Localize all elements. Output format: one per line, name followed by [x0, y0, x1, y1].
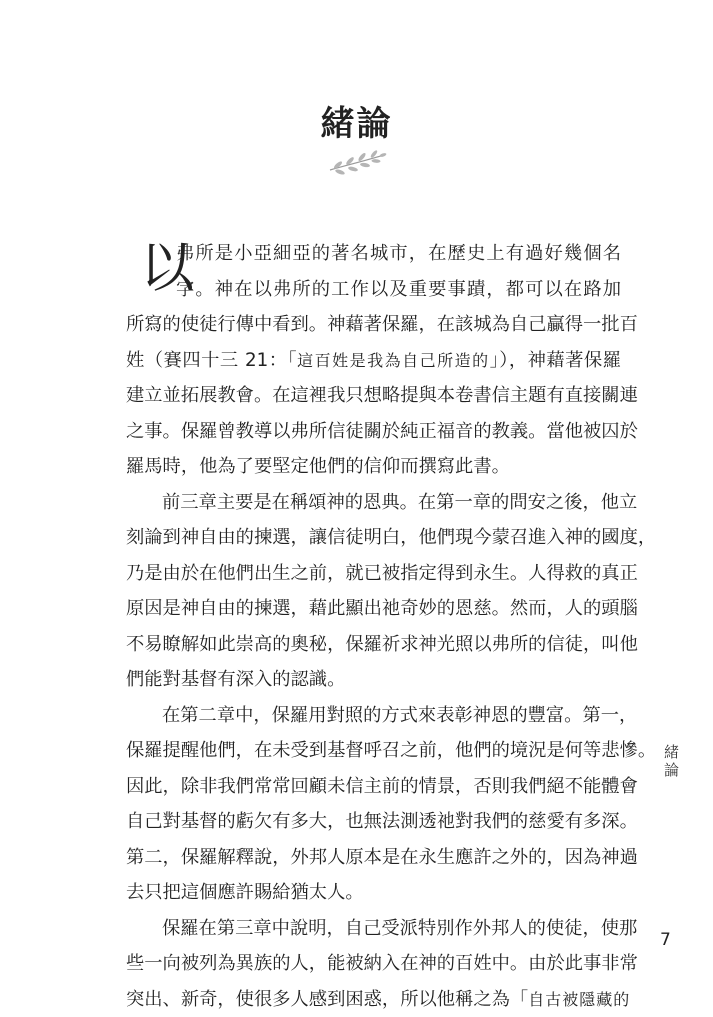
text-line: 保羅提醒他們，在未受到基督呼召之前，他們的境況是何等悲慘。 [126, 733, 621, 769]
text-line: 些一向被列為異族的人，能被納入在神的百姓中。由於此事非常 [126, 946, 621, 982]
scripture-quote: 這百姓是我為自己所造的 [297, 351, 489, 370]
text-segment: 突出、新奇，使很多人感到困惑，所以他稱之為「 [126, 989, 528, 1010]
text-line: 因此，除非我們常常回顧未信主前的情景，否則我們絕不能體會 [126, 769, 621, 805]
scripture-quote: 自古被隱藏的 [528, 990, 630, 1009]
text-line [126, 982, 621, 1017]
text-line: 弗所是小亞細亞的著名城市，在歷史上有過好幾個名 [126, 236, 621, 272]
paragraph-3 [126, 698, 621, 911]
text-line: 去只把這個應許賜給猶太人。 [126, 875, 621, 911]
text-line: 原因是神自由的揀選，藉此顯出祂奇妙的恩慈。然而，人的頭腦 [126, 591, 621, 627]
page-title: 緒論 [0, 96, 713, 145]
text-line: 保羅在第三章中說明，自己受派特別作外邦人的使徒，使那 [126, 911, 621, 947]
body-text [126, 236, 621, 1017]
text-line: 自己對基督的虧欠有多大，也無法測透祂對我們的慈愛有多深。 [126, 804, 621, 840]
text-line [126, 343, 621, 379]
text-line: 不易瞭解如此崇高的奧秘，保羅祈求神光照以弗所的信徒，叫他 [126, 627, 621, 663]
text-line: 所寫的使徒行傳中看到。神藉著保羅，在該城為自己贏得一批百 [126, 307, 621, 343]
text-line: 刻論到神自由的揀選，讓信徒明白，他們現今蒙召進入神的國度， [126, 520, 621, 556]
text-line: 在第二章中，保羅用對照的方式來表彰神恩的豐富。第一， [126, 698, 621, 734]
paragraph-1 [126, 236, 621, 485]
text-segment: 」），神藉著保羅 [490, 350, 621, 371]
text-line: 們能對基督有深入的認識。 [126, 662, 621, 698]
page-number: 7 [660, 930, 671, 950]
text-line: 前三章主要是在稱頌神的恩典。在第一章的問安之後，他立 [126, 485, 621, 521]
paragraph-2 [126, 485, 621, 698]
text-line: 羅馬時，他為了要堅定他們的信仰而撰寫此書。 [126, 449, 621, 485]
paragraph-4 [126, 911, 621, 1017]
text-line: 之事。保羅曾教導以弗所信徒關於純正福音的教義。當他被囚於 [126, 414, 621, 450]
text-segment: 姓（賽四十三 21：「 [126, 350, 297, 371]
text-line: 乃是由於在他們出生之前，就已被指定得到永生。人得救的真正 [126, 556, 621, 592]
text-line: 建立並拓展教會。在這裡我只想略提與本卷書信主題有直接關連 [126, 378, 621, 414]
text-line: 第二，保羅解釋說，外邦人原本是在永生應許之外的，因為神過 [126, 840, 621, 876]
drop-cap: 以 [140, 238, 194, 298]
chapter-side-label: 緒論 [660, 744, 682, 780]
laurel-branch-icon [326, 150, 388, 176]
text-line: 字。神在以弗所的工作以及重要事蹟，都可以在路加 [126, 272, 621, 308]
